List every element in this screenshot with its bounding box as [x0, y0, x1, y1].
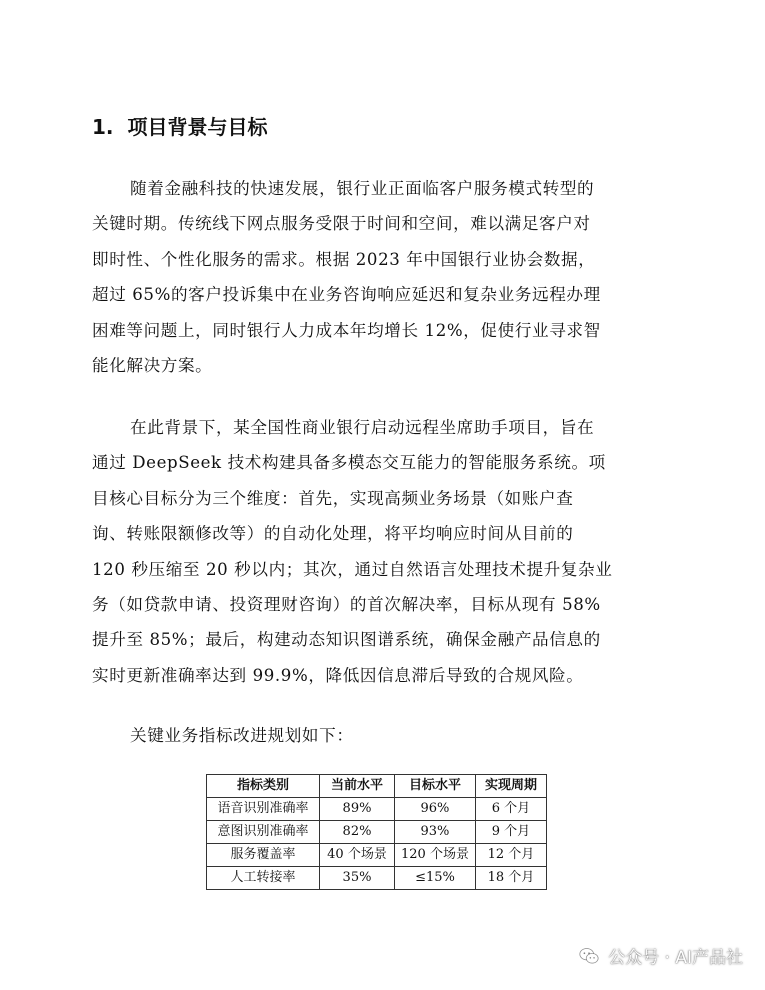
table-header-row — [207, 775, 547, 798]
section-title: 项目背景与目标 — [127, 115, 268, 139]
paragraph-line: 即时性、个性化服务的需求。根据 2023 年中国银行业协会数据， — [92, 249, 596, 269]
table-row — [207, 798, 547, 821]
paragraph-line: 实时更新准确率达到 99.9%，降低因信息滞后导致的合规风险。 — [92, 665, 584, 685]
table-row — [207, 821, 547, 844]
wechat-icon — [578, 945, 600, 967]
header-cell: 实现周期 — [475, 775, 546, 798]
table-cell: 意图识别准确率 — [207, 821, 320, 844]
section-number: 1. — [92, 115, 114, 139]
paragraph-line: 询、转账限额修改等）的自动化处理，将平均响应时间从目前的 — [92, 524, 574, 544]
paragraph-line: 随着金融科技的快速发展，银行业正面临客户服务模式转型的 — [130, 179, 595, 198]
table-cell: 40 个场景 — [320, 844, 395, 867]
table-cell: 语音识别准确率 — [207, 798, 320, 821]
paragraph-line: 通过 DeepSeek 技术构建具备多模态交互能力的智能服务系统。项 — [92, 453, 606, 473]
paragraph-line: 关键时期。传统线下网点服务受限于时间和空间，难以满足客户对 — [92, 214, 591, 234]
table-cell: 96% — [395, 798, 476, 821]
table-cell: 服务覆盖率 — [207, 844, 320, 867]
table-cell: 18 个月 — [475, 867, 546, 890]
paragraph-line: 务（如贷款申请、投资理财咨询）的首次解决率，目标从现有 58% — [92, 595, 601, 615]
paragraph-line: 在此背景下，某全国性商业银行启动远程坐席助手项目，旨在 — [130, 418, 595, 437]
header-cell: 目标水平 — [395, 775, 476, 798]
paragraph-line: 困难等问题上，同时银行人力成本年均增长 12%，促使行业寻求智 — [92, 320, 601, 340]
paragraph-line: 目核心目标分为三个维度：首先，实现高频业务场景（如账户查 — [92, 488, 574, 508]
paragraph-line: 120 秒压缩至 20 秒以内；其次，通过自然语言处理技术提升复杂业 — [92, 559, 613, 579]
table-cell: 35% — [320, 867, 395, 890]
background-paragraph — [92, 171, 678, 383]
table-intro: 关键业务指标改进规划如下： — [130, 726, 354, 745]
section-heading — [92, 112, 268, 142]
table-cell: 82% — [320, 821, 395, 844]
table-cell: 89% — [320, 798, 395, 821]
table-cell: 9 个月 — [475, 821, 546, 844]
objectives-paragraph — [92, 410, 678, 693]
watermark — [578, 943, 743, 968]
table-cell: ≤15% — [395, 867, 476, 890]
table-cell: 人工转接率 — [207, 867, 320, 890]
paragraph-line: 能化解决方案。 — [92, 356, 213, 376]
header-cell: 当前水平 — [320, 775, 395, 798]
paragraph-line: 超过 65%的客户投诉集中在业务咨询响应延迟和复杂业务远程办理 — [92, 285, 601, 305]
table-row — [207, 867, 547, 890]
header-cell: 指标类别 — [207, 775, 320, 798]
table-cell: 12 个月 — [475, 844, 546, 867]
kpi-table — [206, 774, 547, 890]
table-cell: 120 个场景 — [395, 844, 476, 867]
table-row — [207, 844, 547, 867]
table-cell: 93% — [395, 821, 476, 844]
table-cell: 6 个月 — [475, 798, 546, 821]
paragraph-line: 提升至 85%；最后，构建动态知识图谱系统，确保金融产品信息的 — [92, 630, 601, 650]
watermark-text: 公众号 · AI产品社 — [608, 948, 743, 968]
